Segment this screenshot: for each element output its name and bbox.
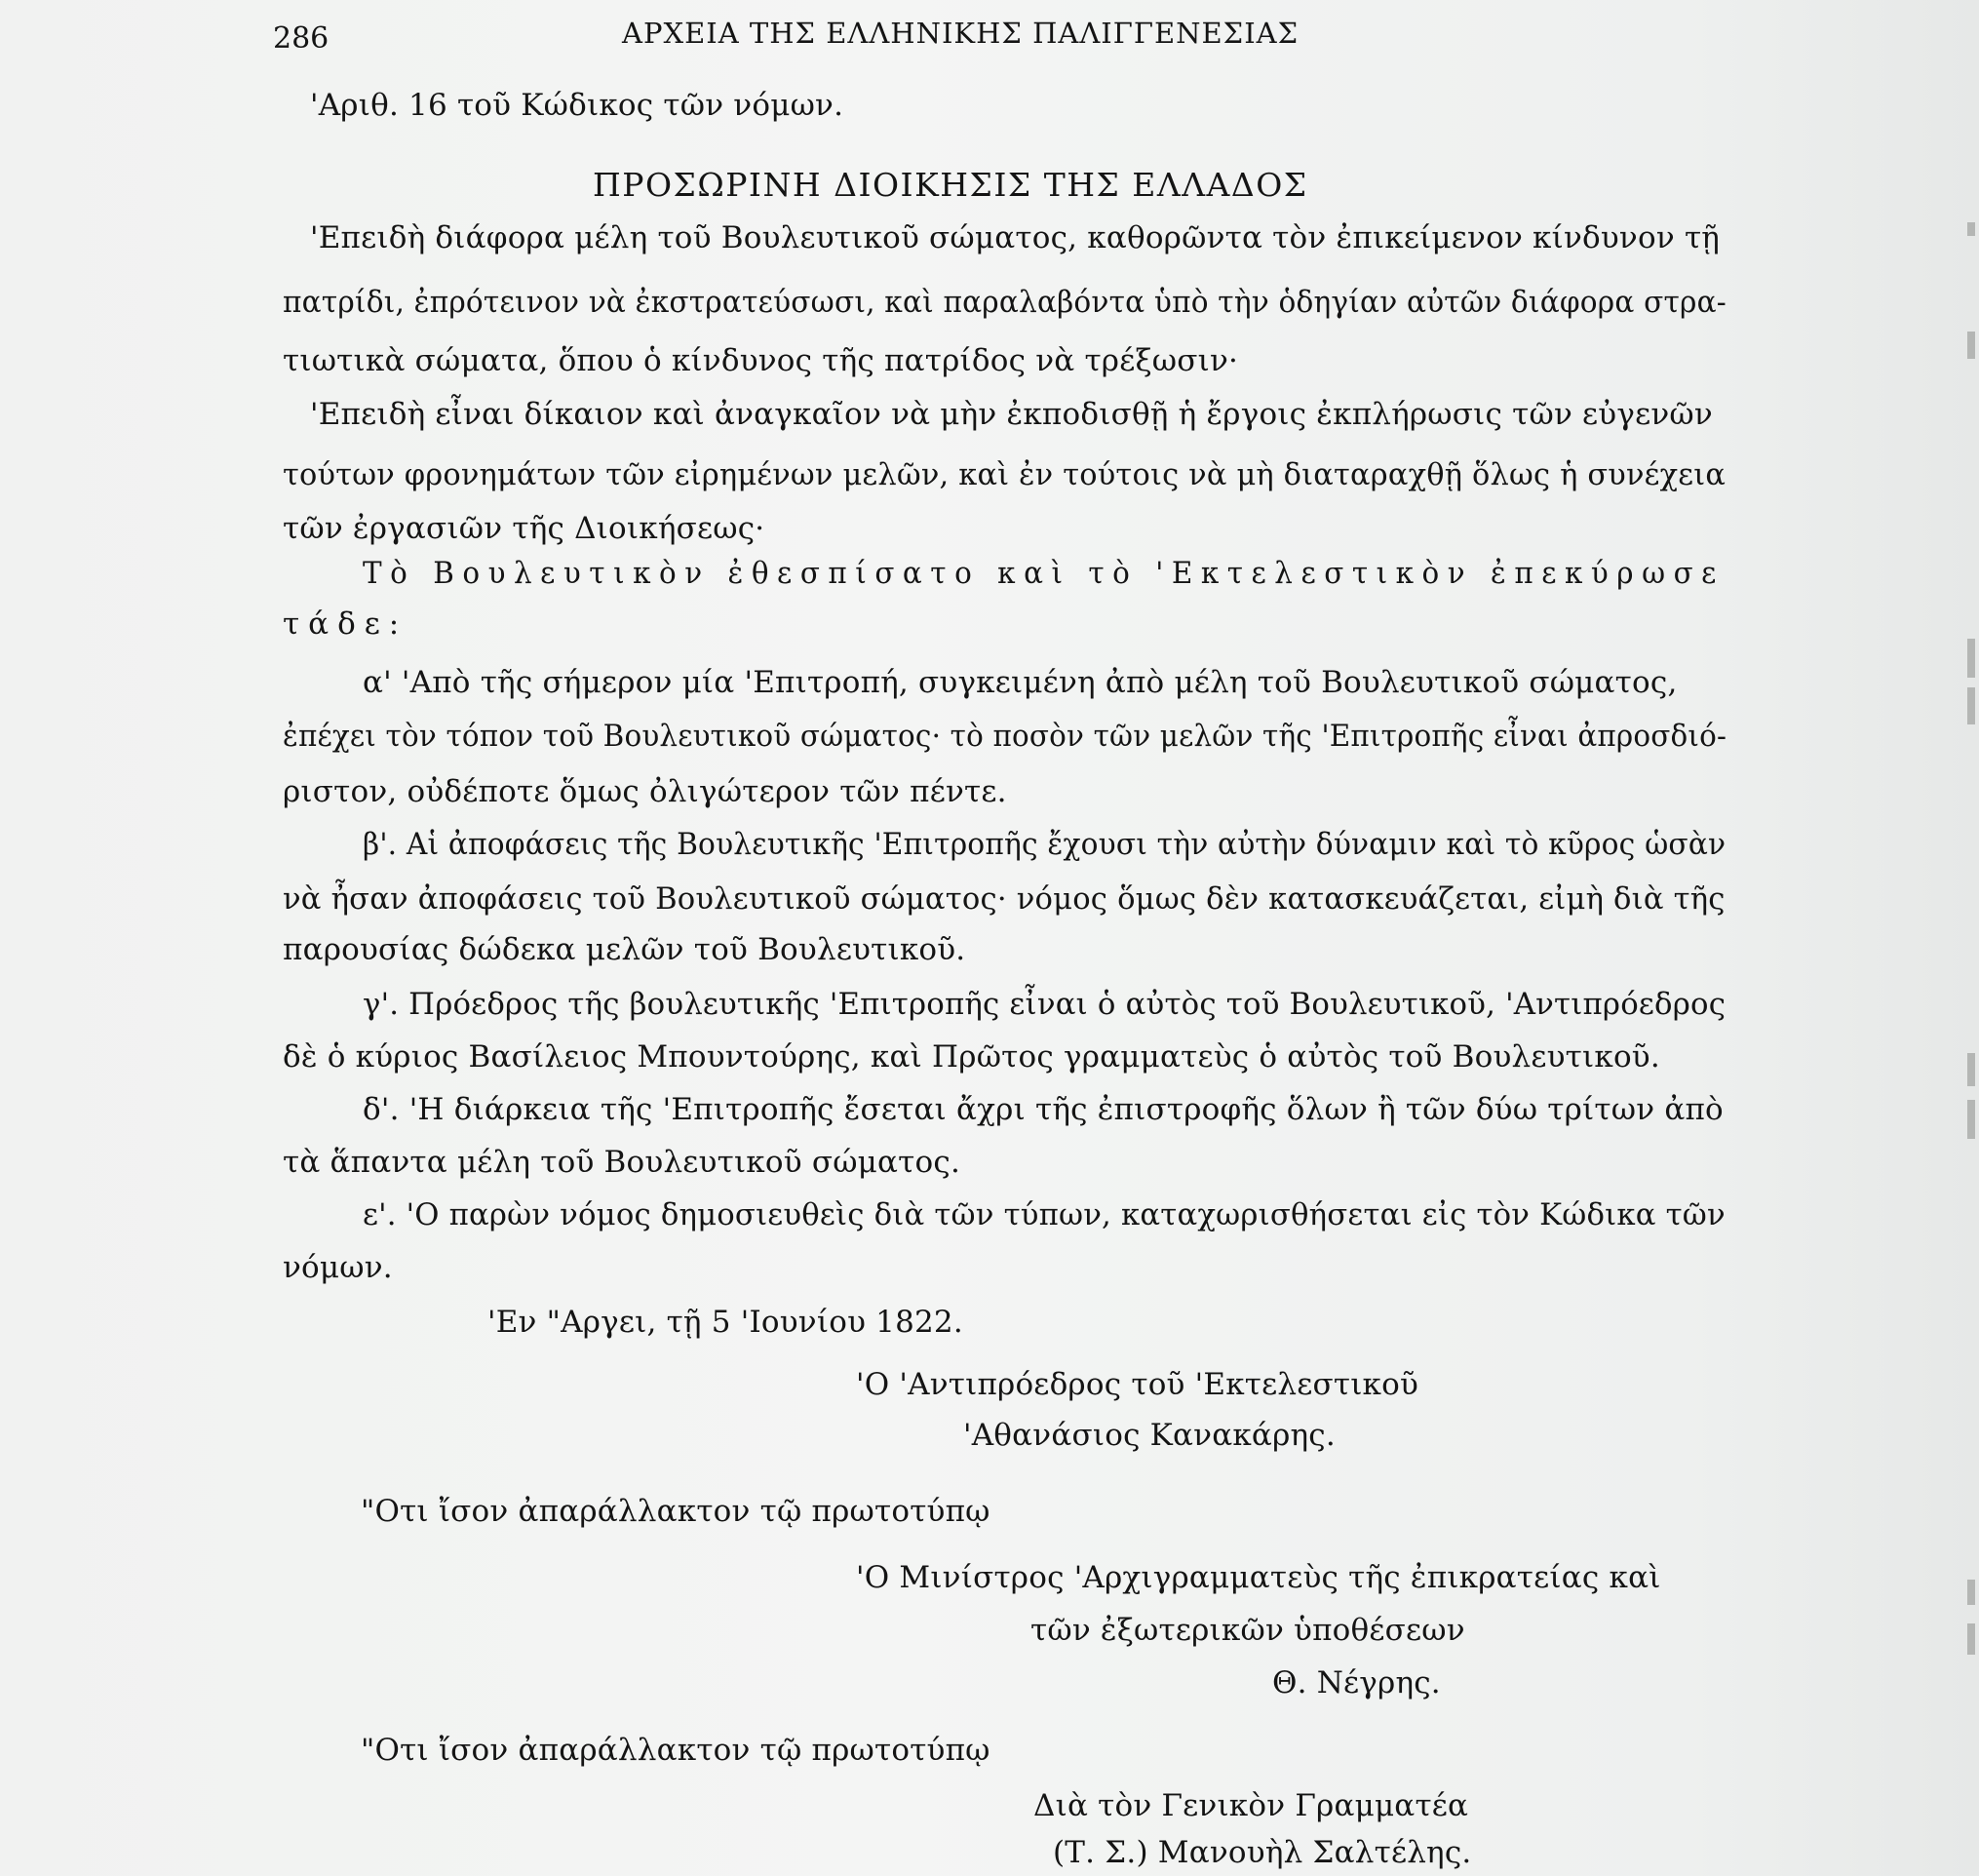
article-b-line1: β'. Αἱ ἀποφάσεις τῆς Βουλευτικῆς 'Επιτροπῆς ἔχουσι τὴν αὐτὴν δύναμιν καὶ τὸ κῦρος ὡσὰν: [363, 827, 1727, 862]
para1-line3: τιωτικὰ σώματα, ὅπου ὁ κίνδυνος τῆς πατρίδος νὰ τρέξωσιν·: [283, 343, 1239, 378]
signature2-role-line1: 'Ο Μινίστρος 'Αρχιγραμματεὺς τῆς ἐπικρατείας καὶ: [856, 1560, 1661, 1595]
running-title: ΑΡΧΕΙΑ ΤΗΣ ΕΛΛΗΝΙΚΗΣ ΠΑΛΙΓΓΕΝΕΣΙΑΣ: [622, 17, 1300, 50]
article-d-line2: τὰ ἅπαντα μέλη τοῦ Βουλευτικοῦ σώματος.: [283, 1145, 960, 1180]
para2-line1: 'Επειδὴ εἶναι δίκαιον καὶ ἀναγκαῖον νὰ μὴν ἐκποδισθῇ ἡ ἔργοις ἐκπλήρωσις τῶν εὐγενῶν: [310, 397, 1713, 432]
signature1-role: 'Ο 'Αντιπρόεδρος τοῦ 'Εκτελεστικοῦ: [856, 1367, 1419, 1402]
scan-edge-mark: [1967, 639, 1975, 678]
date-line: 'Εν "Αργει, τῇ 5 'Ιουνίου 1822.: [487, 1305, 963, 1340]
article-b-line3: παρουσίας δώδεκα μελῶν τοῦ Βουλευτικοῦ.: [283, 932, 966, 967]
article-c-line2: δὲ ὁ κύριος Βασίλειος Μπουντούρης, καὶ Πρῶτος γραμματεὺς ὁ αὐτὸς τοῦ Βουλευτικοῦ.: [283, 1039, 1660, 1075]
scan-edge-mark: [1967, 1623, 1975, 1655]
certification2: "Οτι ἴσον ἀπαράλλακτον τῷ πρωτοτύπῳ: [361, 1733, 990, 1768]
signature1-name: 'Αθανάσιος Κανακάρης.: [963, 1418, 1336, 1453]
article-a-line2: ἐπέχει τὸν τόπον τοῦ Βουλευτικοῦ σώματος· τὸ ποσὸν τῶν μελῶν τῆς 'Επιτροπῆς εἶναι ἀπροσδιό-: [283, 719, 1727, 754]
para1-line1: 'Επειδὴ διάφορα μέλη τοῦ Βουλευτικοῦ σώματος, καθορῶντα τὸν ἐπικείμενον κίνδυνον τῇ: [310, 220, 1721, 255]
page-number: 286: [273, 21, 330, 56]
document-title: ΠΡΟΣΩΡΙΝΗ ΔΙΟΙΚΗΣΙΣ ΤΗΣ ΕΛΛΑΔΟΣ: [593, 166, 1308, 204]
article-c-line1: γ'. Πρόεδρος τῆς βουλευτικῆς 'Επιτροπῆς εἶναι ὁ αὐτὸς τοῦ Βουλευτικοῦ, 'Αντιπρόεδρος: [363, 987, 1727, 1022]
article-a-line1: α' 'Απὸ τῆς σήμερον μία 'Επιτροπή, συγκειμένη ἀπὸ μέλη τοῦ Βουλευτικοῦ σώματος,: [363, 665, 1678, 700]
para1-line2: πατρίδι, ἐπρότεινον νὰ ἐκστρατεύσωσι, καὶ παραλαβόντα ὑπὸ τὴν ὁδηγίαν αὐτῶν διάφορα στρα-: [283, 285, 1727, 320]
signature2-name: Θ. Νέγρης.: [1272, 1665, 1441, 1700]
para3-line2: τάδε:: [283, 606, 408, 642]
para2-line3: τῶν ἐργασιῶν τῆς Διοικήσεως·: [283, 511, 765, 546]
signature2-role-line2: τῶν ἐξωτερικῶν ὑποθέσεων: [1030, 1613, 1465, 1648]
scan-edge-mark: [1967, 687, 1975, 724]
article-e-line1: ε'. 'Ο παρὼν νόμος δημοσιευθεὶς διὰ τῶν τύπων, καταχωρισθήσεται εἰς τὸν Κώδικα τῶν: [363, 1197, 1726, 1232]
signature3-name: (Τ. Σ.) Μανουὴλ Σαλτέλης.: [1053, 1835, 1472, 1870]
article-e-line2: νόμων.: [283, 1250, 393, 1285]
certification1: "Οτι ἴσον ἀπαράλλακτον τῷ πρωτοτύπῳ: [361, 1494, 990, 1529]
para2-line2: τούτων φρονημάτων τῶν εἰρημένων μελῶν, καὶ ἐν τούτοις νὰ μὴ διαταραχθῇ ὅλως ἡ συνέχεια: [283, 457, 1727, 492]
scan-edge-mark: [1967, 1580, 1975, 1605]
article-b-line2: νὰ ἦσαν ἀποφάσεις τοῦ Βουλευτικοῦ σώματος· νόμος ὅμως δὲν κατασκευάζεται, εἰμὴ διὰ τῆς: [283, 881, 1726, 917]
signature3-role: Διὰ τὸν Γενικὸν Γραμματέα: [1033, 1788, 1469, 1823]
scan-edge-mark: [1967, 332, 1975, 359]
para3-line1: Τὸ Βουλευτικὸν ἐθεσπίσατο καὶ τὸ 'Εκτελεστικὸν ἐπεκύρωσε: [363, 556, 1725, 591]
scan-edge-mark: [1967, 222, 1975, 236]
scan-edge-mark: [1967, 1053, 1975, 1086]
law-reference: 'Αριθ. 16 τοῦ Κώδικος τῶν νόμων.: [310, 88, 844, 123]
article-a-line3: ριστον, οὐδέποτε ὅμως ὀλιγώτερον τῶν πέντε.: [283, 774, 1007, 809]
article-d-line1: δ'. 'Η διάρκεια τῆς 'Επιτροπῆς ἔσεται ἄχρι τῆς ἐπιστροφῆς ὅλων ἢ τῶν δύω τρίτων ἀπὸ: [363, 1092, 1724, 1127]
scan-edge-mark: [1967, 1100, 1975, 1139]
